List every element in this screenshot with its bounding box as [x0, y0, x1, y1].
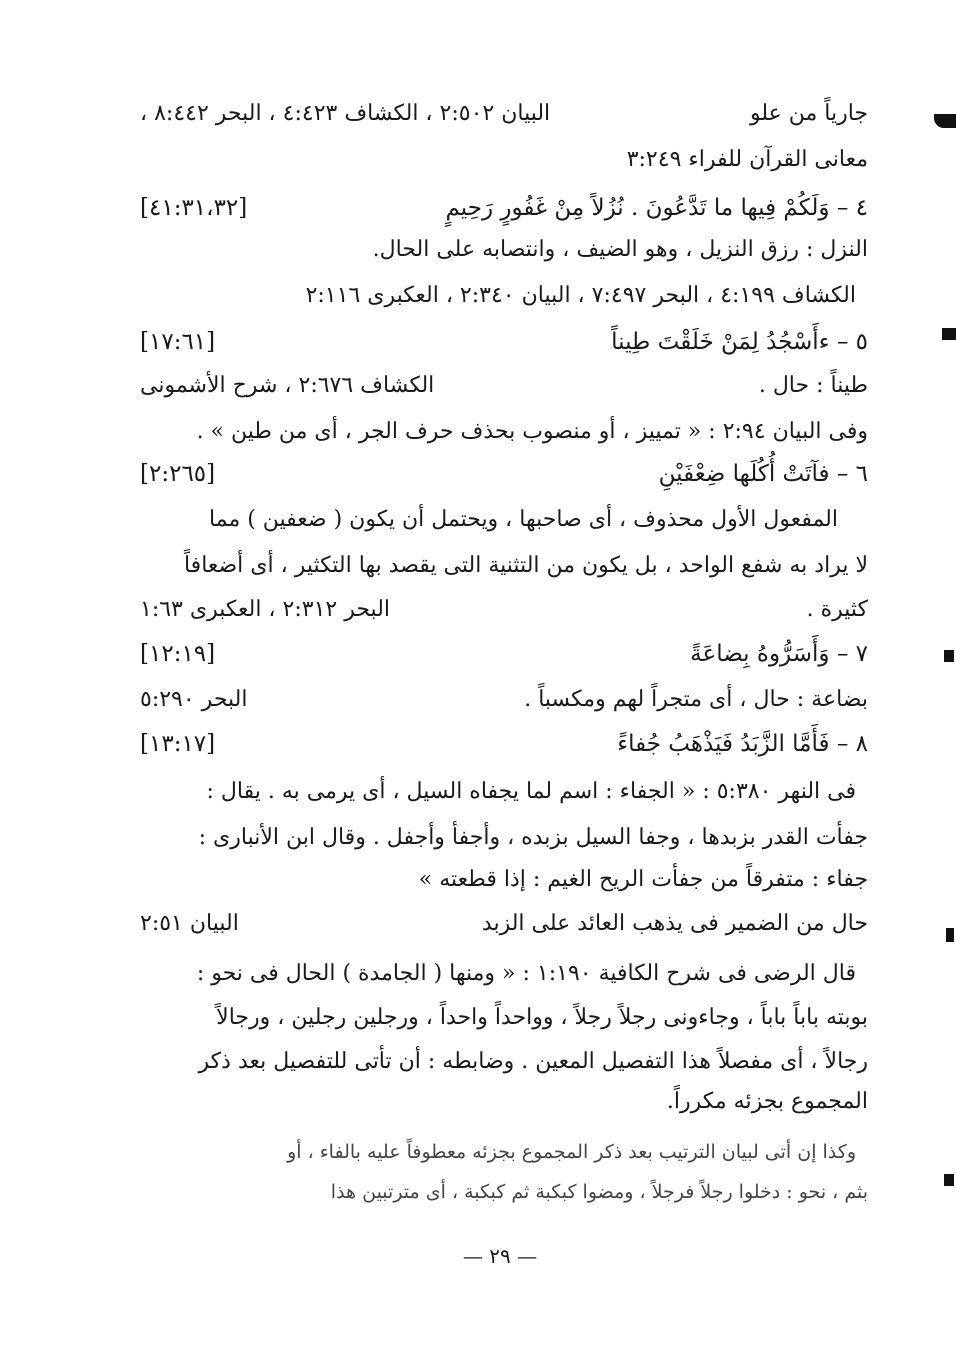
- line-text: المفعول الأول محذوف ، أى صاحبها ، ويحتمل أن يكون ( ضعفين ) مما: [209, 507, 838, 532]
- line-text: بثم ، نحو : دخلوا رجلاً فرجلاً ، ومضوا كبكبة ثم كبكبة ، أى مترتبين هذا: [330, 1181, 868, 1203]
- binding-mark: [946, 928, 954, 942]
- line-text: جفأت القدر بزبدها ، وجفا السيل بزبده ، وأجفأ وأجفل . وقال ابن الأنبارى :: [198, 825, 868, 850]
- verse-text: ٨ – فَأَمَّا الزَّبَدُ فَيَذْهَبُ جُفاءً: [617, 731, 868, 757]
- verse-text: ٧ – وَأَسَرُّوهُ بِضاعَةً: [690, 641, 868, 667]
- line-text: كثيرة .: [806, 597, 868, 622]
- line-text: وفى البيان ٢:٩٤ : « تمييز ، أو منصوب بحذف حرف الجر ، أى من طين » .: [196, 419, 868, 444]
- text-line: [140, 412, 868, 452]
- line-source: البحر ٥:٢٩٠: [140, 687, 248, 712]
- line-text: جفاء : متفرقاً من جفأت الريح الغيم : إذا قطعته »: [418, 867, 868, 892]
- text-line: [140, 772, 868, 812]
- text-line: [140, 500, 868, 540]
- line-text: لا يراد به شفع الواحد ، بل يكون من التثنية التى يقصد بها التكثير ، أى أضعافاً: [183, 553, 868, 578]
- line-text: المجموع بجزئه مكرراً.: [666, 1089, 868, 1114]
- line-text: بوبته باباً باباً ، وجاءونى رجلاً رجلاً ، وواحداً واحداً ، ورجلين رجلين ، ورجالاً: [216, 1005, 868, 1030]
- line-source: الكشاف ٢:٦٧٦ ، شرح الأشمونى: [140, 373, 435, 398]
- line-text: وكذا إن أتى لبيان الترتيب بعد ذكر المجموع بجزئه معطوفاً عليه بالفاء ، أو: [287, 1141, 856, 1163]
- text-line: [140, 954, 868, 994]
- text-line: [140, 140, 868, 180]
- binding-mark: [934, 114, 956, 128]
- verse-reference: [٤١:٣١،٣٢]: [140, 195, 248, 221]
- verse-text: ٤ – وَلَكُمْ فِيها ما تَدَّعُونَ . نُزُلاً مِنْ غَفُورٍ رَحِيمٍ: [445, 195, 868, 221]
- verse-line: [140, 724, 868, 764]
- verse-reference: [١٧:٦١]: [140, 329, 216, 355]
- text-line: [140, 1082, 868, 1122]
- verse-line: [140, 454, 868, 494]
- line-text: الكشاف ٤:١٩٩ ، البحر ٧:٤٩٧ ، البيان ٢:٣٤٠ ، العكبرى ٢:١١٦: [305, 283, 856, 308]
- text-line: [140, 590, 868, 630]
- text-line: [140, 998, 868, 1038]
- binding-mark: [944, 1174, 954, 1186]
- verse-line: [140, 322, 868, 362]
- verse-line: [140, 634, 868, 674]
- text-line: [140, 860, 868, 900]
- text-line: [140, 904, 868, 944]
- verse-line: [140, 188, 868, 228]
- verse-text: ٦ – فآتَتْ أُكُلَها ضِعْفَيْنِ: [658, 461, 868, 487]
- verse-reference: [٢:٢٦٥]: [140, 461, 216, 487]
- verse-text: ٥ – ءأَسْجُدُ لِمَنْ خَلَقْتَ طِيناً: [611, 329, 868, 355]
- line-text: قال الرضى فى شرح الكافية ١:١٩٠ : « ومنها ( الجامدة ) الحال فى نحو :: [196, 961, 856, 986]
- text-line: [140, 366, 868, 406]
- verse-reference: [١٢:١٩]: [140, 641, 216, 667]
- line-source: البيان ٢:٥١: [140, 911, 239, 936]
- line-text: فى النهر ٥:٣٨٠ : « الجفاء : اسم لما يجفاه السيل ، أى يرمى به . يقال :: [206, 779, 856, 804]
- line-text: حال من الضمير فى يذهب العائد على الزبد: [481, 911, 868, 936]
- line-source: البيان ٢:٥٠٢ ، الكشاف ٤:٤٢٣ ، البحر ٨:٤٤٢ ،: [140, 101, 551, 126]
- line-text: بضاعة : حال ، أى متجراً لهم ومكسباً .: [524, 687, 868, 712]
- line-text: طيناً : حال .: [758, 373, 868, 398]
- line-text: رجالاً ، أى مفصلاً هذا التفصيل المعين . وضابطه : أن تأتى للتفصيل بعد ذكر: [198, 1049, 868, 1074]
- text-line: [140, 680, 868, 720]
- text-line: [140, 1132, 868, 1172]
- text-line: [140, 230, 868, 270]
- text-line: [140, 546, 868, 586]
- line-source: البحر ٢:٣١٢ ، العكبرى ١:٦٣: [140, 597, 391, 622]
- text-line: [140, 818, 868, 858]
- binding-mark: [942, 328, 956, 340]
- binding-mark: [944, 650, 954, 662]
- text-line: [140, 1172, 868, 1212]
- text-line: [140, 276, 868, 316]
- line-text: النزل : رزق النزيل ، وهو الضيف ، وانتصابه على الحال.: [372, 237, 868, 262]
- verse-reference: [١٣:١٧]: [140, 731, 216, 757]
- page-number: — ٢٩ —: [462, 1244, 538, 1268]
- text-line: [140, 94, 868, 134]
- text-line: [140, 1042, 868, 1082]
- line-text: جارياً من علو: [749, 101, 868, 126]
- line-text: معانى القرآن للفراء ٣:٢٤٩: [626, 147, 868, 172]
